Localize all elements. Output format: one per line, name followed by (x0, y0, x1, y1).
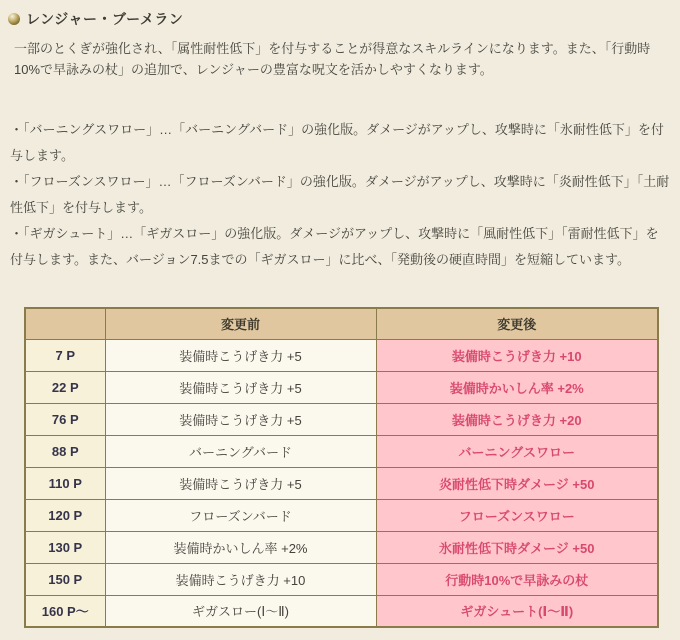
after-cell: 装備時こうげき力 +10 (376, 339, 658, 371)
section-header (8, 9, 670, 29)
table-row (25, 595, 658, 627)
table-header-row (25, 308, 658, 339)
points-cell: 7 P (25, 339, 105, 371)
before-cell: 装備時こうげき力 +5 (105, 467, 376, 499)
skill-change-table (24, 307, 659, 628)
table-row (25, 467, 658, 499)
after-cell: 装備時こうげき力 +20 (376, 403, 658, 435)
table-row (25, 403, 658, 435)
section-title: レンジャー・ブーメラン (26, 11, 184, 27)
before-cell: 装備時かいしん率 +2% (105, 531, 376, 563)
before-cell: 装備時こうげき力 +5 (105, 339, 376, 371)
points-cell: 110 P (25, 467, 105, 499)
table-row (25, 499, 658, 531)
table-row (25, 563, 658, 595)
note-item: ・「フローズンスワロー」…「フローズンバード」の強化版。ダメージがアップし、攻撃時に「炎耐性低下」「土耐性低下」を付与します。 (10, 174, 670, 215)
before-header-cell: 変更前 (105, 308, 376, 339)
before-cell: フローズンバード (105, 499, 376, 531)
table-row (25, 435, 658, 467)
points-cell: 76 P (25, 403, 105, 435)
points-cell: 130 P (25, 531, 105, 563)
before-cell: 装備時こうげき力 +5 (105, 371, 376, 403)
after-cell: 装備時かいしん率 +2% (376, 371, 658, 403)
before-cell: バーニングバード (105, 435, 376, 467)
points-header-cell (25, 308, 105, 339)
after-cell: 氷耐性低下時ダメージ +50 (376, 531, 658, 563)
before-cell: ギガスロー(Ⅰ～Ⅱ) (105, 595, 376, 627)
table-row (25, 531, 658, 563)
sphere-bullet-icon (8, 13, 20, 25)
skill-change-table-wrap (24, 307, 670, 628)
after-cell: 行動時10%で早詠みの杖 (376, 563, 658, 595)
skill-notes-list (10, 117, 670, 273)
points-cell: 22 P (25, 371, 105, 403)
after-cell: ギガシュート(Ⅰ～Ⅱ) (376, 595, 658, 627)
before-cell: 装備時こうげき力 +5 (105, 403, 376, 435)
note-item: ・「ギガシュート」…「ギガスロー」の強化版。ダメージがアップし、攻撃時に「風耐性低下」「雷耐性低下」を付与します。また、バージョン7.5までの「ギガスロー」に比べ、「発動後の硬直時間」を短縮しています。 (10, 226, 659, 267)
table-row (25, 339, 658, 371)
section-intro: 一部のとくぎが強化され、「属性耐性低下」を付与することが得意なスキルラインになります。また、「行動時10%で早詠みの杖」の追加で、レンジャーの豊富な呪文を活かしやすくなります。 (14, 41, 651, 77)
points-cell: 120 P (25, 499, 105, 531)
points-cell: 160 P～ (25, 595, 105, 627)
points-cell: 88 P (25, 435, 105, 467)
table-row (25, 371, 658, 403)
after-cell: 炎耐性低下時ダメージ +50 (376, 467, 658, 499)
points-cell: 150 P (25, 563, 105, 595)
after-cell: バーニングスワロー (376, 435, 658, 467)
after-cell: フローズンスワロー (376, 499, 658, 531)
note-item: ・「バーニングスワロー」…「バーニングバード」の強化版。ダメージがアップし、攻撃時に「氷耐性低下」を付与します。 (10, 122, 664, 163)
before-cell: 装備時こうげき力 +10 (105, 563, 376, 595)
after-header-cell: 変更後 (376, 308, 658, 339)
